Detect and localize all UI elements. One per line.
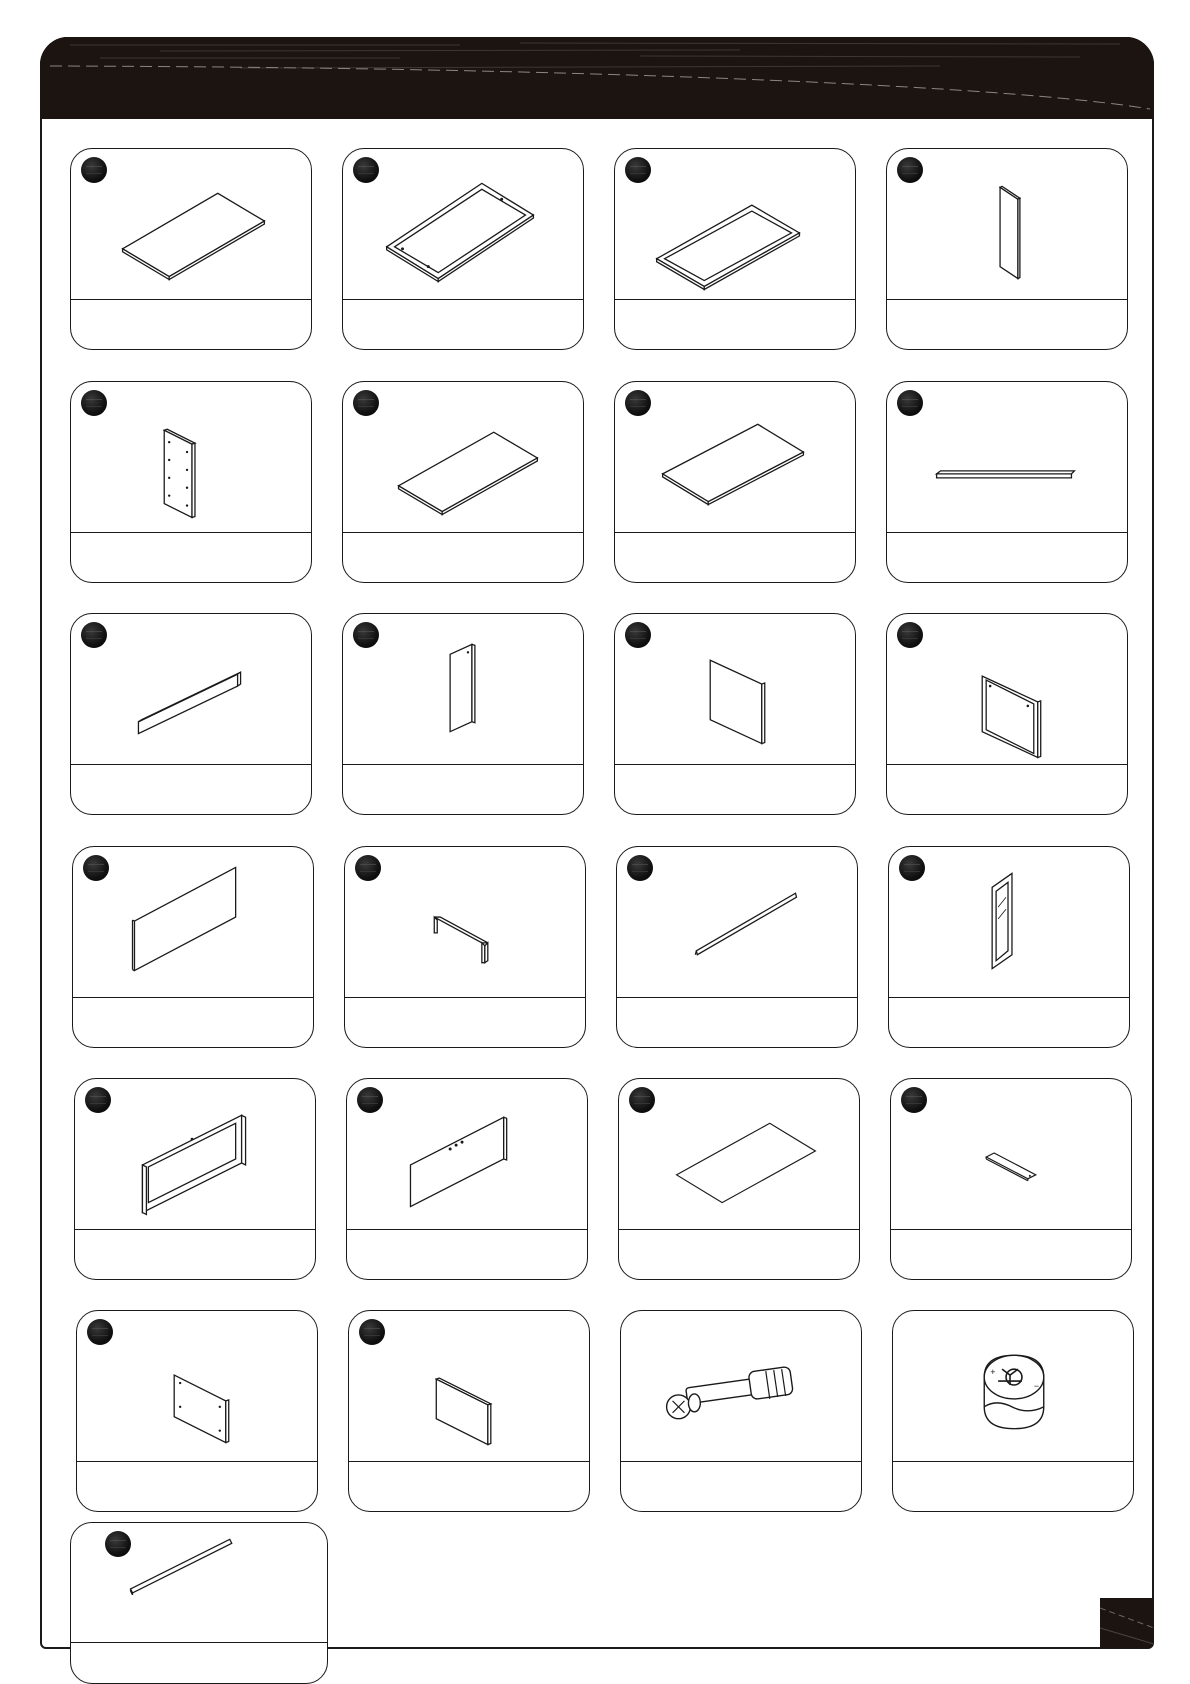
part-card-7 [614,381,856,583]
part-card-15 [616,846,858,1048]
part-label-strip [71,764,311,814]
cam-lock-icon [893,1311,1133,1463]
narrow-panel-icon [343,614,583,766]
header-band [40,37,1154,119]
part-label-strip [617,997,857,1047]
part-card-9 [70,613,312,815]
long-rail-icon [71,1523,327,1635]
part-card-3 [614,148,856,350]
part-card-1 [70,148,312,350]
edged-panel-icon [615,149,855,301]
part-label-strip [619,1229,859,1279]
part-card-18 [346,1078,588,1280]
small-panel-icon [349,1311,589,1463]
part-label-strip [71,299,311,349]
part-label-strip [77,1461,317,1511]
part-card-10 [342,613,584,815]
part-label-strip [75,1229,315,1279]
part-card-25 [70,1522,328,1684]
part-card-13 [72,846,314,1048]
mirror-door-icon [889,847,1129,999]
drilled-board-icon [347,1079,587,1231]
rod-icon [617,847,857,999]
part-card-21 [76,1310,318,1512]
flat-panel-icon [343,382,583,534]
part-label-strip [345,997,585,1047]
narrow-panel-icon [887,149,1127,301]
part-card-14 [344,846,586,1048]
cam-bolt-icon [621,1311,861,1463]
svg-text:+: + [990,1367,996,1378]
flat-panel-icon [71,149,311,301]
part-label-strip [343,299,583,349]
part-card-16 [888,846,1130,1048]
part-label-strip [615,299,855,349]
part-label-strip [887,764,1127,814]
metal-handle-icon [345,847,585,999]
part-card-24 [892,1310,1134,1512]
part-card-8 [886,381,1128,583]
part-label-strip [889,997,1129,1047]
part-card-22 [348,1310,590,1512]
part-label-strip [893,1461,1133,1511]
long-rail-icon [887,382,1127,534]
part-card-12 [886,613,1128,815]
part-label-strip [347,1229,587,1279]
part-card-4 [886,148,1128,350]
part-card-5 [70,381,312,583]
part-card-6 [342,381,584,583]
part-label-strip [349,1461,589,1511]
square-panel-icon [615,614,855,766]
part-label-strip [343,764,583,814]
svg-text:−: − [1033,1380,1040,1391]
part-label-strip [621,1461,861,1511]
back-panel-icon [73,847,313,999]
page-corner-mark [1100,1598,1154,1648]
part-label-strip [615,532,855,582]
part-label-strip [887,532,1127,582]
edged-panel-icon [343,149,583,301]
framed-drawer-front-icon [75,1079,315,1231]
part-card-17 [74,1078,316,1280]
part-label-strip [887,299,1127,349]
part-label-strip [343,532,583,582]
flat-panel-icon [615,382,855,534]
drilled-small-panel-icon [77,1311,317,1463]
part-card-20 [890,1078,1132,1280]
diagonal-board-icon [71,614,311,766]
part-label-strip [71,532,311,582]
small-slat-icon [891,1079,1131,1231]
part-label-strip [71,1642,327,1683]
part-label-strip [73,997,313,1047]
part-label-strip [891,1229,1131,1279]
part-card-2 [342,148,584,350]
part-label-strip [615,764,855,814]
framed-panel-icon [887,614,1127,766]
part-card-11 [614,613,856,815]
drilled-side-panel-icon [71,382,311,534]
thin-sheet-icon [619,1079,859,1231]
part-card-23 [620,1310,862,1512]
part-card-19 [618,1078,860,1280]
